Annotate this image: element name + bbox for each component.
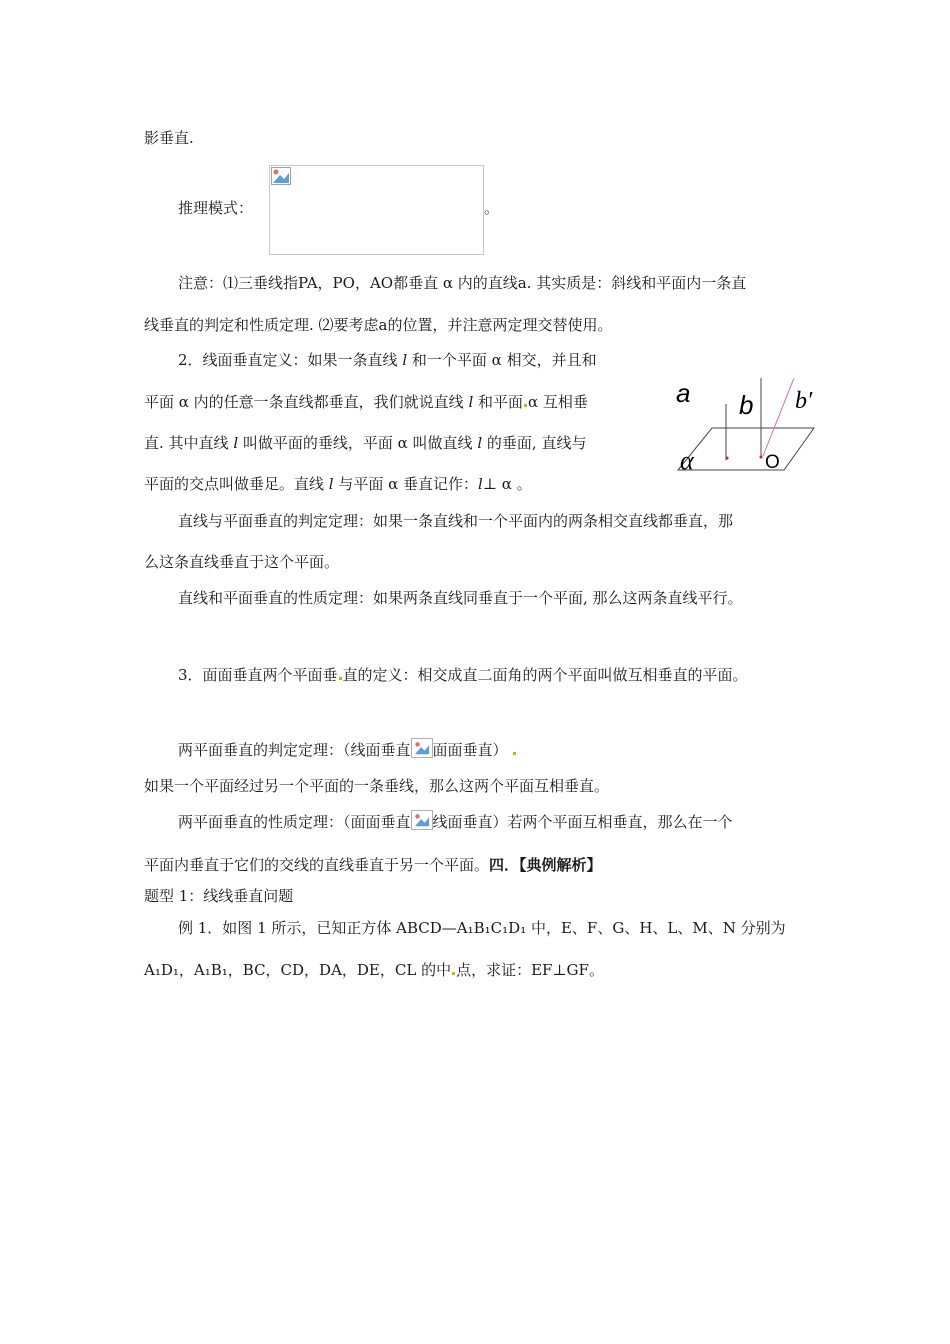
text-span: 和一个平面 α 相交，并且和	[407, 351, 597, 369]
text-line	[144, 433, 586, 453]
text-line	[144, 392, 588, 412]
text-line	[144, 474, 532, 494]
text-line	[178, 350, 597, 370]
text-line: 注意：⑴三垂线指PA，PO，AO都垂直 α 内的直线a. 其实质是：斜线和平面内一条直	[178, 274, 747, 292]
var-l: l	[468, 393, 474, 411]
marker-dot	[452, 972, 455, 975]
text-span: 叫做平面的垂线，平面 α 叫做直线	[238, 434, 478, 452]
text-line: 影垂直.	[144, 129, 194, 147]
text-span: 2．线面垂直定义：如果一条直线	[178, 351, 403, 369]
label-a: a	[676, 378, 691, 408]
reasoning-label: 推理模式：	[178, 199, 254, 217]
text-line	[144, 960, 604, 980]
text-span: 的垂面, 直线与	[482, 434, 587, 452]
implies-image-placeholder	[411, 738, 433, 758]
text-span: 与平面 α 垂直记作：	[333, 475, 479, 493]
var-l: l	[478, 475, 483, 493]
topic-heading: 题型 1：线线垂直问题	[144, 887, 294, 905]
text-span: A₁D₁，A₁B₁，BC，CD，DA，DE，CL 的中	[144, 961, 452, 979]
text-line: 线垂直的判定和性质定理. ⑵要考虑a的位置，并注意两定理交替使用。	[144, 316, 613, 334]
section-heading: 四．【典例解析】	[489, 856, 602, 874]
label-b: b	[739, 390, 754, 420]
text-span: 平面内垂直于它们的交线的直线垂直于另一个平面。	[144, 856, 490, 874]
var-l: l	[477, 434, 483, 452]
label-o: O	[765, 452, 780, 473]
reasoning-image-placeholder	[269, 165, 484, 255]
foot-point	[726, 457, 729, 460]
marker-dot	[524, 404, 527, 407]
broken-image-icon	[413, 812, 431, 828]
text-span: 两平面垂直的判定定理：（线面垂直	[178, 741, 411, 759]
text-line: 例 1．如图 1 所示，已知正方体 ABCD—A₁B₁C₁D₁ 中，E、F、G、H、L、M、N 分别为	[178, 919, 786, 937]
label-alpha: α	[680, 446, 694, 475]
text-span: 直的定义：相交成直二面角的两个平面叫做互相垂直的平面。	[342, 666, 748, 684]
text-line: 么这条直线垂直于这个平面。	[144, 553, 340, 571]
text-line: 直线与平面垂直的判定定理：如果一条直线和一个平面内的两条相交直线都垂直，那	[178, 512, 734, 530]
text-line	[178, 665, 748, 685]
plane-perpendicular-figure	[672, 370, 822, 475]
text-span: 直. 其中直线	[144, 434, 234, 452]
var-l: l	[328, 475, 334, 493]
text-span: α 互相垂	[528, 393, 588, 411]
text-line: 直线和平面垂直的性质定理：如果两条直线同垂直于一个平面, 那么这两条直线平行。	[178, 589, 743, 607]
text-span: 3．面面垂直两个平面垂	[178, 666, 338, 684]
text-span: 和平面	[473, 393, 524, 411]
text-span: 两平面垂直的性质定理：（面面垂直	[178, 813, 411, 831]
broken-image-icon	[271, 167, 291, 185]
marker-dot	[339, 677, 342, 680]
var-l: l	[402, 351, 408, 369]
marker-dot	[513, 752, 516, 755]
reasoning-end: 。	[484, 199, 500, 217]
label-b-prime: b′	[795, 388, 813, 414]
text-span: 点，求证：EF⊥GF。	[456, 961, 604, 979]
text-span: 面面垂直）	[432, 741, 508, 759]
text-line	[178, 738, 517, 760]
broken-image-icon	[413, 740, 431, 756]
text-line: 如果一个平面经过另一个平面的一条垂线，那么这两个平面互相垂直。	[144, 777, 610, 795]
implies-image-placeholder	[411, 810, 433, 830]
var-l: l	[233, 434, 239, 452]
text-span: 线面垂直）若两个平面互相垂直，那么在一个	[432, 813, 733, 831]
text-span: 平面的交点叫做垂足。直线	[144, 475, 329, 493]
line-b-prime	[763, 378, 794, 456]
text-line	[144, 855, 602, 875]
text-span: 平面 α 内的任意一条直线都垂直，我们就说直线	[144, 393, 469, 411]
text-span: ⊥ α 。	[482, 475, 532, 493]
plane-alpha	[678, 428, 814, 470]
foot-point	[760, 456, 763, 459]
text-line	[178, 810, 733, 832]
